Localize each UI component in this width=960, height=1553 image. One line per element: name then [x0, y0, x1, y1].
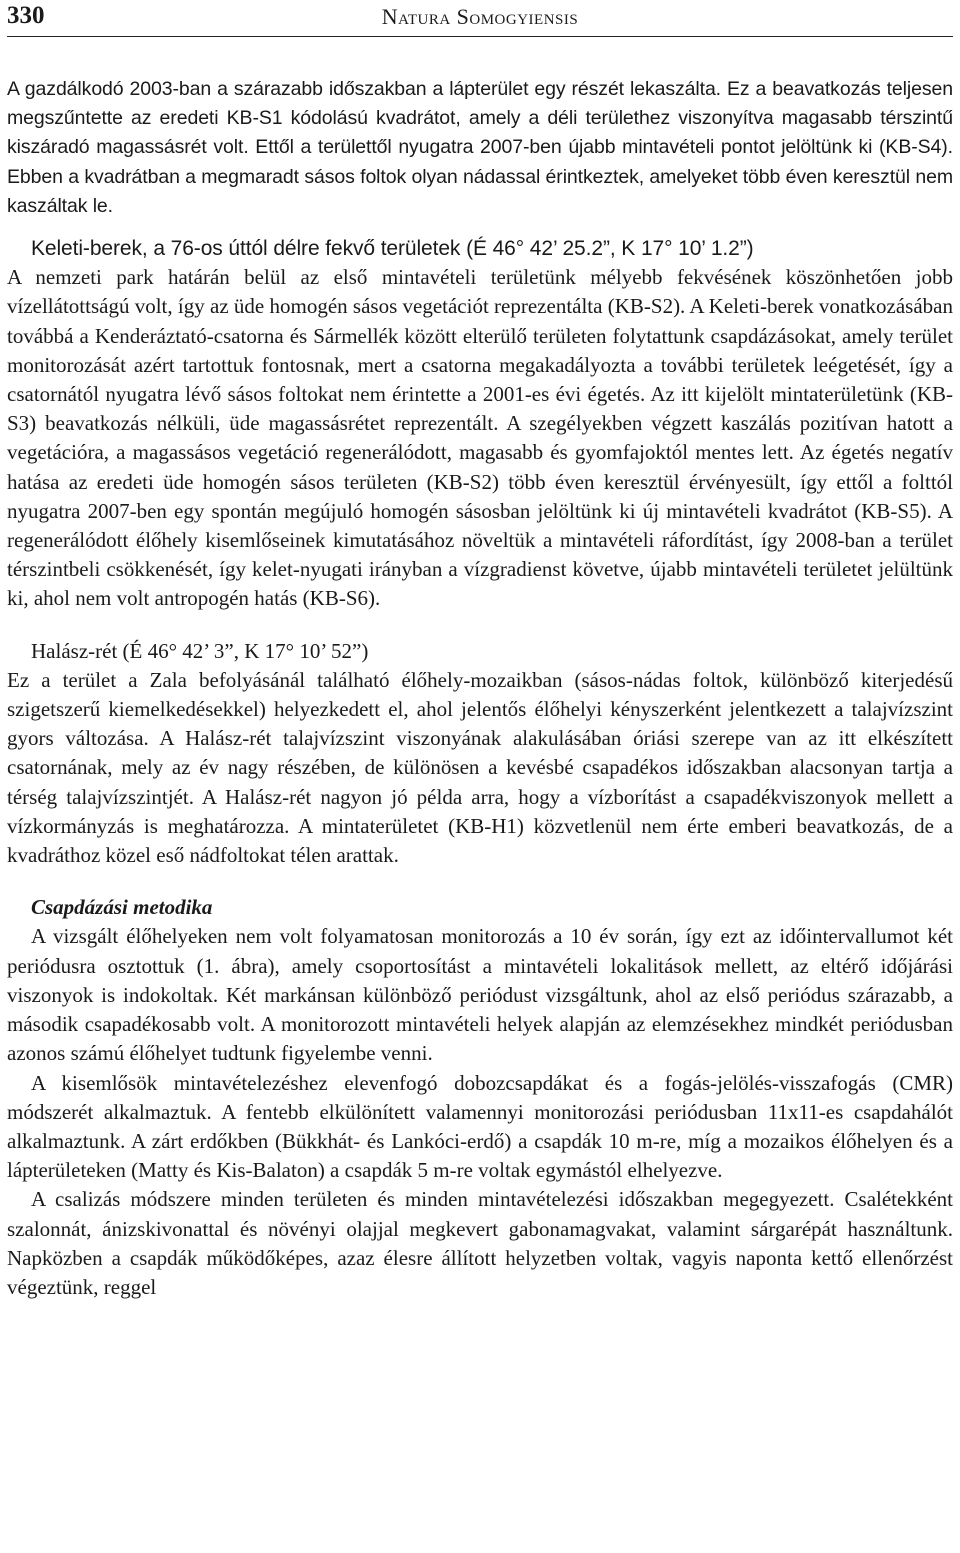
- page-number: 330: [7, 2, 45, 29]
- spacer: [7, 221, 953, 234]
- paragraph-csapdazasi-2: A kisemlősök mintavételezéshez elevenfogó dobozcsapdákat és a fogás-jelölés-visszafogás (CMR) módszerét alkalmaztuk. A fentebb elkülönített valamennyi monitorozási periódusban 11x11-es csapdahálót alkalmaztunk. A zárt erdőkben (Bükkhát- és Lankóci-erdő) a csapdák 10 m-re, míg a mozaikos élőhelyen és a lápterületeken (Matty és Kis-Balaton) a csapdák 5 m-re voltak egymástól elhelyezve.: [7, 1070, 953, 1183]
- heading-keleti-berek: Keleti-berek, a 76-os úttól délre fekvő területek (É 46° 42’ 25.2”, K 17° 10’ 1.2”): [31, 237, 754, 261]
- journal-title: Natura Somogyiensis: [381, 4, 579, 29]
- heading-csapdazasi-metodika: Csapdázási metodika: [31, 895, 213, 920]
- paragraph-csapdazasi-1: A vizsgált élőhelyeken nem volt folyamatosan monitorozás a 10 év során, így ezt az időintervallumot két periódusra osztottuk (1. ábra), amely csoportosítást a mintavételi lokalitások mellett, az eltérő időjárási viszonyok is indokoltak. Két markánsan különböző periódust vizsgáltunk, ahol az első periódus szárazabb, a második csapadékosabb volt. A monitorozott mintavételi helyek alapján az elemzésekhez mindkét periódusban azonos számú élőhelyet tudtunk figyelembe venni.: [7, 924, 953, 1066]
- running-header: [7, 0, 953, 37]
- heading-halasz-ret: Halász-rét (É 46° 42’ 3”, K 17° 10’ 52”): [31, 638, 369, 663]
- paragraph-csapdazasi-3: A csalizás módszere minden területen és minden mintavételezési időszakban megegyezett. Csalétekként szalonnát, ánizskivonattal és növényi olajjal megkevert gabonamagvakat, valamint sárgarépát használtunk. Napközben a csapdák működőképes, azaz élesre állított helyzetben voltak, vagyis naponta kettő ellenőrzést végeztünk, reggel: [7, 1187, 953, 1299]
- paragraph-halasz-ret: Ez a terület a Zala befolyásánál található élőhely-mozaikban (sásos-nádas foltok, különböző kiterjedésű szigetszerű kiemelkedésekkel) helyezkedett el, ahol jelentős élőhelyi kényszerként jelentkezett a talajvízszint gyors változása. A Halász-rét talajvízszint viszonyának alakulásában óriási szerepe van az itt elkészített csatornának, mely az év nagy részében, de különösen a kevésbé csapadékos időszakban alacsonyan tartja a térség talajvízszintjét. A Halász-rét nagyon jó példa arra, hogy a vízborítást a csapadékviszonyok mellett a vízkormányzás is meghatározza. A mintaterületet (KB-H1) közvetlenül nem érte emberi beavatkozás, de a kvadráthoz közel eső nádfoltokat télen arattak.: [7, 667, 953, 868]
- body-text: [7, 75, 953, 1302]
- paragraph-gazdalkodo: A gazdálkodó 2003-ban a szárazabb időszakban a lápterület egy részét lekaszálta. Ez a beavatkozás teljesen megszűntette az eredeti KB-S1 kódolású kvadrátot, amely a déli területhez viszonyítva magasabb térszintű kiszáradó magassásrét volt. Ettől a területtől nyugatra 2007-ben újabb mintavételi pontot jelöltünk ki (KB-S4). Ebben a kvadrátban a megmaradt sásos foltok olyan nádassal érintkeztek, amelyeket több éven keresztül nem kaszáltak le.: [7, 78, 953, 217]
- spacer: [7, 614, 953, 637]
- spacer: [7, 870, 953, 893]
- paragraph-keleti-berek: A nemzeti park határán belül az első mintavételi területünk mélyebb fekvésének köszönhetően jobb vízellátottságú volt, így az üde homogén sásos vegetációt reprezentálta (KB-S2). A Keleti-berek vonatkozásában továbbá a Kenderáztató-csatorna és Sármellék között elterülő területen folytattunk csapdázásokat, amely terület monitorozását azért tartottuk fontosnak, mert a csatorna megakadályozta a további területek leégetését, így a csatornától nyugatra lévő sásos foltokat nem érintette a 2001-es évi égetés. Az itt kijelölt mintaterületünk (KB-S3) beavatkozás nélküli, üde magassásrétet reprezentált. A szegélyekben végzett kaszálás pozitívan hatott a vegetációra, a magassásos vegetáció regenerálódott, magasabb és gyomfajoktól mentes lett. Az égetés negatív hatása az eredeti üde homogén sásos területen (KB-S2) több éven keresztül érvényesült, így ettől a folttól nyugatra 2007-ben egy spontán megújuló homogén sásosban jelöltünk ki új mintavételi kvadrátot (KB-S5). A regenerálódott élőhely kisemlőseinek kimutatásához növeltük a mintavételi ráfordítást, így 2008-ban a terület térszintbeli csökkenését, így kelet-nyugati irányban a vízgradienst követve, újabb mintavételi területet jelültünk ki, ahol nem volt antropogén hatás (KB-S6).: [7, 265, 953, 611]
- document-page: [7, 0, 953, 1302]
